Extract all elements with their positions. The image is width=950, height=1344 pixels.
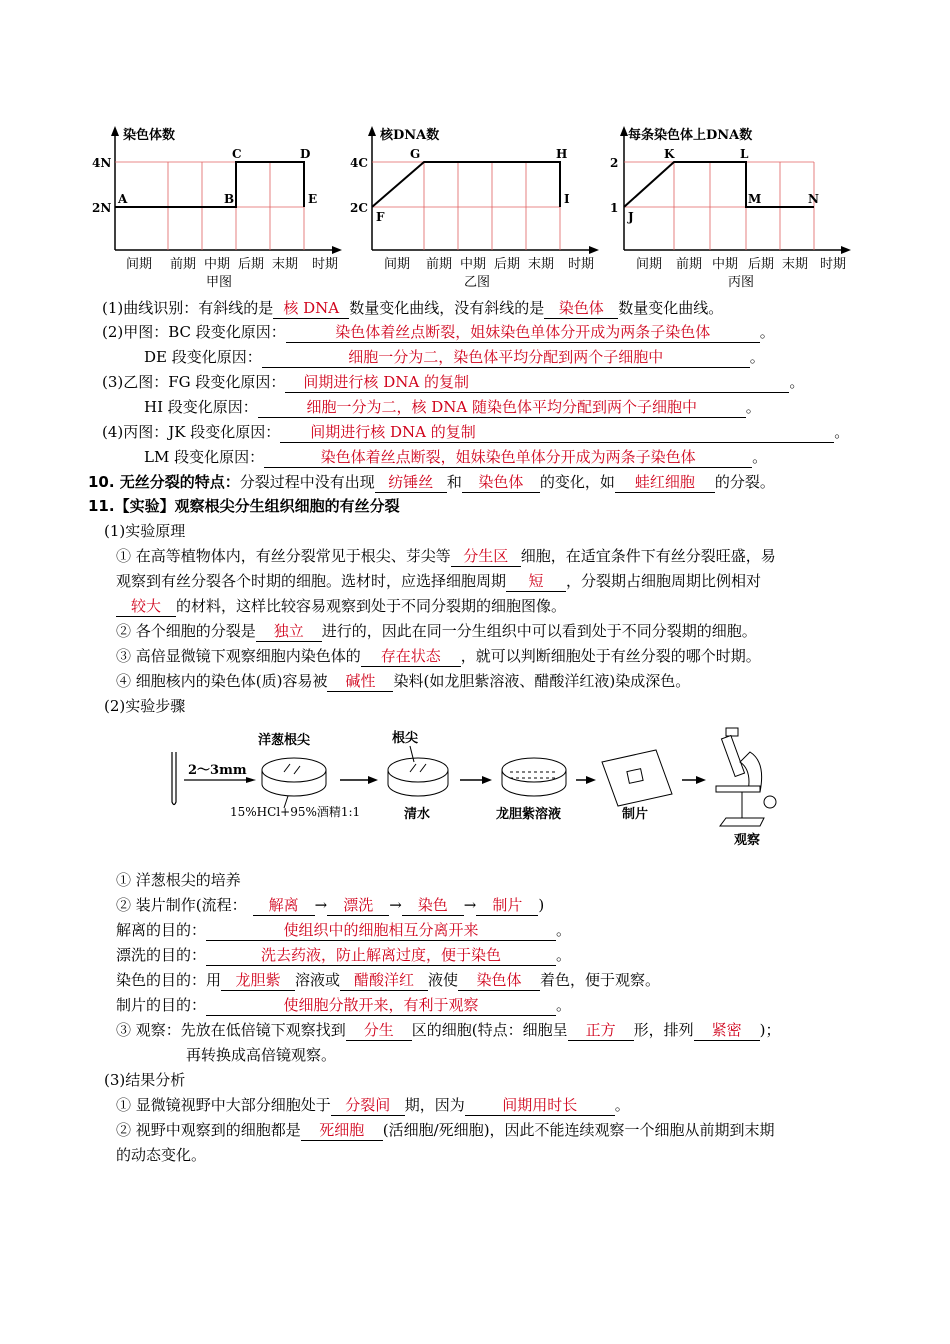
x-label: 后期: [748, 257, 775, 272]
q11-result-3: 的动态变化。: [116, 1146, 207, 1164]
q9-line-4: [102, 370, 804, 394]
answer-blank: 蛙红细胞: [615, 473, 715, 493]
answer-blank: 核 DNA: [273, 299, 349, 319]
text: (活细胞/死细胞)，因此不能连续观察一个细胞从前期到末期: [382, 1121, 775, 1139]
arrow-icon: →: [314, 896, 328, 914]
answer-blank: 碱性: [327, 672, 393, 692]
x-label: 间期: [636, 257, 663, 272]
x-label: 中期: [712, 257, 739, 272]
x-label: 末期: [272, 257, 299, 272]
q11-rinse: [116, 943, 571, 967]
text: 细胞，在适宜条件下有丝分裂旺盛，易: [520, 547, 776, 565]
graph-jia-pt-a: A: [118, 192, 128, 206]
q11-principle-6: [116, 669, 690, 693]
graph-jia-pt-b: B: [224, 192, 235, 206]
x-label: 前期: [170, 257, 197, 272]
microscope-label: 观察: [734, 833, 761, 848]
dish3-label: 龙胆紫溶液: [496, 807, 562, 822]
q11-title: 11.【实验】观察根尖分生组织细胞的有丝分裂: [88, 497, 400, 515]
q11-section-2: (2)实验步骤: [104, 697, 186, 715]
q11-result-2: [116, 1118, 775, 1142]
graph-bing: [596, 122, 866, 292]
graph-yi-pt-h: H: [556, 147, 568, 161]
answer-blank: 染色: [402, 896, 464, 916]
text: 数量变化曲线，没有斜线的是: [349, 299, 545, 317]
x-label: 时期: [568, 257, 595, 272]
graph-jia-caption: 甲图: [206, 275, 233, 290]
x-label: 时期: [312, 257, 339, 272]
text: ④ 细胞核内的染色体(质)容易被: [116, 672, 328, 690]
x-label: 间期: [384, 257, 411, 272]
text: 染色的目的：用: [116, 971, 222, 989]
text: 着色，便于观察。: [540, 971, 661, 989]
q10-line: [88, 470, 775, 494]
graph-bing-pt-j: J: [628, 210, 634, 224]
text: 制片的目的：: [116, 996, 207, 1014]
text: ，就可以判断细胞处于有丝分裂的哪个时期。: [460, 647, 761, 665]
q9-line-6: [102, 420, 849, 444]
text: 。: [556, 946, 572, 964]
q9-line-5: [144, 395, 761, 419]
text: ，分裂期占细胞周期比例相对: [566, 572, 762, 590]
experiment-steps-diagram: [160, 722, 800, 852]
q11-section-3: (3)结果分析: [104, 1071, 186, 1089]
answer-blank: 龙胆紫: [221, 971, 295, 991]
answer-blank: 细胞一分为二，核 DNA 随染色体平均分配到两个子细胞中: [258, 398, 746, 418]
answer-blank: 分生: [346, 1021, 412, 1041]
answer-blank: 染色体: [458, 971, 540, 991]
text: 液使: [428, 971, 459, 989]
q11-principle-4: [116, 619, 757, 643]
graph-jia-pt-c: C: [232, 147, 242, 161]
text: 。: [556, 921, 572, 939]
text: 解离的目的：: [116, 921, 207, 939]
text: 进行的，因此在同一分生组织中可以看到处于不同分裂期的细胞。: [321, 622, 757, 640]
answer-blank: 纺锤丝: [375, 473, 447, 493]
q11-principle-3: [116, 594, 566, 618]
answer-blank: 存在状态: [361, 647, 461, 667]
graph-bing-pt-n: N: [808, 192, 819, 206]
q11-dissociation: [116, 918, 571, 942]
answer-blank: 短: [506, 572, 566, 592]
answer-blank: 死细胞: [301, 1121, 383, 1141]
text: ① 在高等植物体内，有丝分裂常见于根尖、芽尖等: [116, 547, 451, 565]
x-label: 末期: [782, 257, 809, 272]
answer-blank: 染色体着丝点断裂，姐妹染色单体分开成为两条子染色体: [286, 323, 760, 343]
answer-blank: 醋酸洋红: [340, 971, 428, 991]
text: ② 各个细胞的分裂是: [116, 622, 256, 640]
text: ① 显微镜视野中大部分细胞处于: [116, 1096, 331, 1114]
text: 溶液或: [295, 971, 341, 989]
text: 漂洗的目的：: [116, 946, 207, 964]
text: DE 段变化原因：: [144, 348, 262, 366]
q9-line-7: [144, 445, 767, 469]
graph-yi-ylabel: 核DNA数: [380, 128, 440, 143]
x-label: 中期: [204, 257, 231, 272]
text: 和: [446, 473, 462, 491]
answer-blank: 紧密: [694, 1021, 760, 1041]
text: 区的细胞(特点：细胞呈: [411, 1021, 568, 1039]
answer-blank: 较大: [116, 597, 176, 617]
q9-line-1: [102, 296, 723, 320]
answer-blank: 制片: [476, 896, 538, 916]
answer-blank: 正方: [568, 1021, 634, 1041]
text: 。: [789, 373, 805, 391]
answer-blank: 使组织中的细胞相互分离开来: [206, 921, 556, 941]
answer-blank: 分生区: [451, 547, 521, 567]
text: HI 段变化原因：: [144, 398, 258, 416]
graph-jia: [80, 122, 360, 292]
q11-slide: [116, 993, 571, 1017]
graph-yi-pt-i: I: [564, 192, 570, 206]
graph-jia-y-hi: 4N: [92, 156, 112, 170]
text: 分裂过程中没有出现: [239, 473, 375, 491]
answer-blank: 间期用时长: [465, 1096, 615, 1116]
text: 。: [752, 448, 768, 466]
dish1-solution: 15%HCl+95%酒精1:1: [230, 805, 361, 819]
q11-observe-2: 再转换成高倍镜观察。: [186, 1046, 337, 1064]
graph-jia-y-lo: 2N: [92, 201, 112, 215]
x-label: 时期: [820, 257, 847, 272]
graph-yi-y-hi: 4C: [350, 156, 368, 170]
text: 。: [759, 323, 775, 341]
text: 。: [834, 423, 850, 441]
graph-yi-pt-f: F: [376, 210, 385, 224]
text: LM 段变化原因：: [144, 448, 265, 466]
text: ③ 观察：先放在低倍镜下观察找到: [116, 1021, 346, 1039]
text: )；: [759, 1021, 781, 1039]
x-label: 间期: [126, 257, 153, 272]
q11-step-1: ① 洋葱根尖的培养: [116, 871, 241, 889]
text: ③ 高倍显微镜下观察细胞内染色体的: [116, 647, 361, 665]
text: 。: [614, 1096, 630, 1114]
text: 。: [749, 348, 765, 366]
graph-jia-ylabel: 染色体数: [123, 128, 176, 143]
q11-principle-2: [116, 569, 761, 593]
q9-line-3: [144, 345, 765, 369]
text: (4)丙图：JK 段变化原因：: [102, 423, 281, 441]
answer-blank: 漂洗: [327, 896, 389, 916]
graph-bing-pt-l: L: [740, 147, 749, 161]
dish2-tip-label: 根尖: [392, 731, 419, 746]
answer-blank: 染色体: [544, 299, 618, 319]
x-label: 中期: [460, 257, 487, 272]
dish1-label: 洋葱根尖: [258, 733, 311, 748]
graph-bing-ylabel: 每条染色体上DNA数: [628, 128, 753, 143]
text: 。: [745, 398, 761, 416]
q10-label: 10. 无丝分裂的特点：: [88, 473, 240, 491]
q11-principle-5: [116, 644, 761, 668]
x-label: 前期: [676, 257, 703, 272]
q11-observe: [116, 1018, 781, 1042]
graph-yi-pt-g: G: [410, 147, 421, 161]
text: (1)曲线识别：有斜线的是: [102, 299, 274, 317]
graph-yi-y-lo: 2C: [350, 201, 368, 215]
graph-yi: [340, 122, 620, 292]
x-label: 前期: [426, 257, 453, 272]
graph-bing-y-hi: 2: [610, 156, 619, 170]
graph-bing-pt-m: M: [748, 192, 762, 206]
text: 观察到有丝分裂各个时期的细胞。选材时，应选择细胞周期: [116, 572, 507, 590]
text: 数量变化曲线。: [618, 299, 724, 317]
answer-blank: 洗去药液，防止解离过度，便于染色: [206, 946, 556, 966]
arrow-icon: →: [389, 896, 402, 914]
answer-blank: 间期进行核 DNA 的复制: [280, 423, 834, 443]
text: ): [538, 896, 545, 914]
text: 。: [556, 996, 572, 1014]
text: 的材料，这样比较容易观察到处于不同分裂期的细胞图像。: [176, 597, 567, 615]
answer-blank: 细胞一分为二，染色体平均分配到两个子细胞中: [262, 348, 750, 368]
dish2-label: 清水: [404, 807, 431, 822]
graph-bing-y-lo: 1: [610, 201, 619, 215]
text: 染料(如龙胆紫溶液、醋酸洋红液)染成深色。: [393, 672, 691, 690]
slide-label: 制片: [622, 807, 649, 822]
text: 形，排列: [633, 1021, 694, 1039]
answer-blank: 使细胞分散开来，有利于观察: [206, 996, 556, 1016]
x-label: 末期: [528, 257, 555, 272]
text: 的分裂。: [714, 473, 775, 491]
q11-result-1: [116, 1093, 630, 1117]
text: 的变化，如: [539, 473, 615, 491]
answer-blank: 间期进行核 DNA 的复制: [285, 373, 789, 393]
answer-blank: 独立: [256, 622, 322, 642]
x-label: 后期: [494, 257, 521, 272]
text: (3)乙图：FG 段变化原因：: [102, 373, 286, 391]
graph-yi-caption: 乙图: [464, 275, 491, 290]
microscope-icon: [716, 728, 776, 826]
text: 期，因为: [404, 1096, 465, 1114]
root-length-label: 2～3mm: [188, 763, 247, 778]
arrow-icon: →: [463, 896, 477, 914]
text: ② 视野中观察到的细胞都是: [116, 1121, 301, 1139]
q11-principle-1: [116, 544, 776, 568]
text: (2)甲图：BC 段变化原因：: [102, 323, 286, 341]
q11-step-2: [116, 893, 544, 917]
graph-bing-caption: 丙图: [728, 275, 755, 290]
answer-blank: 解离: [253, 896, 315, 916]
text: ② 装片制作(流程：: [116, 896, 247, 914]
q9-line-2: [102, 320, 775, 344]
answer-blank: 染色体: [462, 473, 540, 493]
x-label: 后期: [238, 257, 265, 272]
graph-jia-pt-d: D: [300, 147, 311, 161]
graph-bing-pt-k: K: [664, 147, 675, 161]
graph-jia-pt-e: E: [308, 192, 318, 206]
answer-blank: 染色体着丝点断裂，姐妹染色单体分开成为两条子染色体: [264, 448, 752, 468]
q11-stain: [116, 968, 660, 992]
answer-blank: 分裂间: [331, 1096, 405, 1116]
q11-section-1: (1)实验原理: [104, 522, 186, 540]
